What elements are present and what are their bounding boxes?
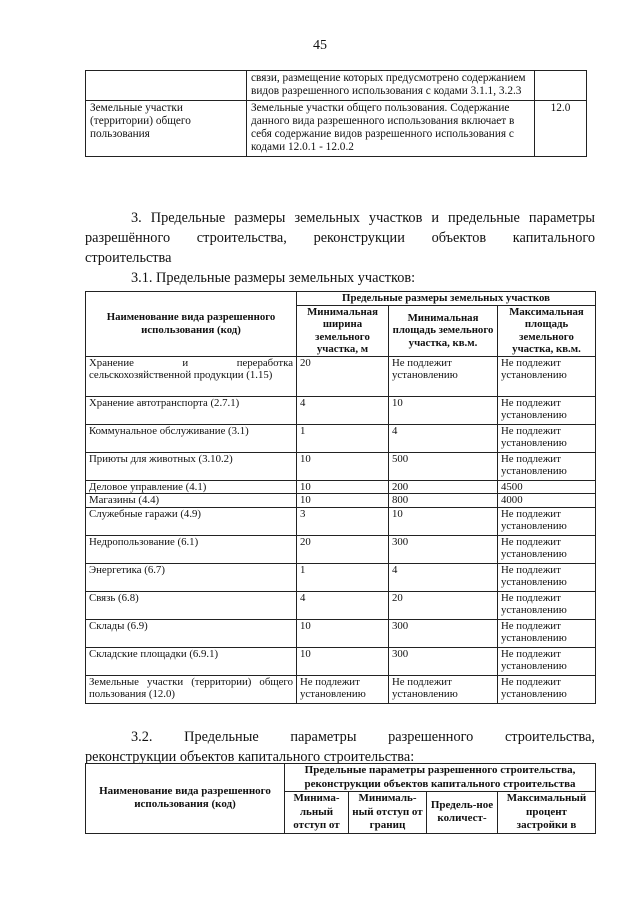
construction-parameters-table [85, 763, 596, 834]
table-cell-min-area: 10 [389, 507, 498, 535]
table-row [86, 494, 596, 508]
table-cell-min-area: 4 [389, 563, 498, 591]
table-cell-code [535, 71, 587, 101]
table-cell-width: 20 [297, 535, 389, 563]
subsection-3-1-heading: 3.1. Предельные размеры земельных участков: [131, 270, 416, 286]
subsection-3-2-heading-line-1: 3.2. Предельные параметры разрешенного строительства, [131, 729, 595, 745]
table-cell-name: Хранение автотранспорта (2.7.1) [86, 396, 297, 424]
subsection-3-2-heading-line-2: реконструкции объектов капитального строительства: [85, 749, 415, 765]
land-plot-sizes-table [85, 291, 596, 704]
section-heading-line-3: строительства [85, 250, 172, 266]
table-cell-width: 10 [297, 480, 389, 494]
table-cell-width: 10 [297, 494, 389, 508]
table-cell-name: Складские площадки (6.9.1) [86, 647, 297, 675]
table-cell-width: 4 [297, 396, 389, 424]
column-header-min-setback-boundaries: Минималь-ный отступ от границ [349, 792, 427, 834]
table-cell-max-area: Не подлежит установлению [498, 619, 596, 647]
table-cell-name: Служебные гаражи (4.9) [86, 507, 297, 535]
column-header-max-area: Максимальная площадь земельного участка, кв.м. [498, 305, 596, 356]
table-cell-max-area: Не подлежит установлению [498, 535, 596, 563]
table-cell-min-area: Не подлежит установлению [389, 356, 498, 396]
table-cell-width: 10 [297, 619, 389, 647]
table-cell-max-area: Не подлежит установлению [498, 675, 596, 703]
table-cell-min-area: 4 [389, 424, 498, 452]
table-cell-min-area: 200 [389, 480, 498, 494]
table-cell-min-area: 800 [389, 494, 498, 508]
table-row [86, 619, 596, 647]
column-header-min-area: Минимальная площадь земельного участка, кв.м. [389, 305, 498, 356]
table-row [86, 356, 596, 396]
table-cell-min-area: 500 [389, 452, 498, 480]
table-cell-name: Энергетика (6.7) [86, 563, 297, 591]
table-cell-width: 20 [297, 356, 389, 396]
column-header-max-count: Предель-ное количест- [427, 792, 498, 834]
table-cell-name: Недропользование (6.1) [86, 535, 297, 563]
table-cell-name: Хранение и переработка сельскохозяйственной продукции (1.15) [86, 356, 297, 396]
column-header-max-coverage: Максимальный процент застройки в [498, 792, 596, 834]
table-cell-max-area: Не подлежит установлению [498, 452, 596, 480]
column-group-header: Предельные размеры земельных участков [297, 292, 596, 306]
table-cell-min-area: 300 [389, 535, 498, 563]
table-cell-min-area: 20 [389, 591, 498, 619]
table-cell-name: Связь (6.8) [86, 591, 297, 619]
table-cell-name: Магазины (4.4) [86, 494, 297, 508]
table-row [86, 396, 596, 424]
table-cell-name: Земельные участки (территории) общего пользования (12.0) [86, 675, 297, 703]
table-cell-code: 12.0 [535, 100, 587, 156]
column-header-width: Минимальная ширина земельного участка, м [297, 305, 389, 356]
page-number: 45 [313, 38, 327, 53]
table-cell-max-area: Не подлежит установлению [498, 356, 596, 396]
table-cell-max-area: Не подлежит установлению [498, 396, 596, 424]
table-cell-description: связи, размещение которых предусмотрено содержанием видов разрешенного использования с кодами 3.1.1, 3.2.3 [247, 71, 535, 101]
table-cell-width: 1 [297, 424, 389, 452]
table-cell-width: Не подлежит установлению [297, 675, 389, 703]
column-header-min-setback: Минима-льный отступ от [285, 792, 349, 834]
table-cell-name: Склады (6.9) [86, 619, 297, 647]
section-heading-line-2: разрешённого строительства, реконструкции объектов капитального [85, 230, 595, 246]
table-cell-name: Земельные участки (территории) общего пользования [86, 100, 247, 156]
table-cell-max-area: 4000 [498, 494, 596, 508]
table-row [86, 452, 596, 480]
table-row [86, 71, 587, 101]
table-cell-width: 3 [297, 507, 389, 535]
table-row [86, 563, 596, 591]
table-cell-width: 10 [297, 452, 389, 480]
column-header-name: Наименование вида разрешенного использования (код) [86, 764, 285, 834]
table-cell-name: Коммунальное обслуживание (3.1) [86, 424, 297, 452]
section-heading-line-1: 3. Предельные размеры земельных участков и предельные параметры [131, 210, 595, 226]
column-group-header: Предельные параметры разрешенного строительства, реконструкции объектов капитального строительства [285, 764, 596, 792]
table-row [86, 591, 596, 619]
table-cell-max-area: Не подлежит установлению [498, 424, 596, 452]
table-row [86, 424, 596, 452]
table-cell-name: Приюты для животных (3.10.2) [86, 452, 297, 480]
table-row [86, 480, 596, 494]
table-cell-width: 10 [297, 647, 389, 675]
table-cell-name [86, 71, 247, 101]
table-cell-max-area: Не подлежит установлению [498, 591, 596, 619]
table-cell-width: 4 [297, 591, 389, 619]
table-row [86, 535, 596, 563]
table-cell-width: 1 [297, 563, 389, 591]
table-cell-min-area: Не подлежит установлению [389, 675, 498, 703]
table-cell-min-area: 10 [389, 396, 498, 424]
table-cell-max-area: 4500 [498, 480, 596, 494]
table-cell-max-area: Не подлежит установлению [498, 507, 596, 535]
table-cell-max-area: Не подлежит установлению [498, 647, 596, 675]
table-row [86, 507, 596, 535]
column-header-name: Наименование вида разрешенного использования (код) [86, 292, 297, 357]
table-cell-max-area: Не подлежит установлению [498, 563, 596, 591]
table-cell-min-area: 300 [389, 619, 498, 647]
table-cell-description: Земельные участки общего пользования. Содержание данного вида разрешенного использования включает в себя содержание видов разрешенного использования с кодами 12.0.1 - 12.0.2 [247, 100, 535, 156]
table-row [86, 100, 587, 156]
table-cell-name: Деловое управление (4.1) [86, 480, 297, 494]
table-row [86, 647, 596, 675]
table-cell-min-area: 300 [389, 647, 498, 675]
land-use-types-table [85, 70, 587, 157]
table-row [86, 675, 596, 703]
